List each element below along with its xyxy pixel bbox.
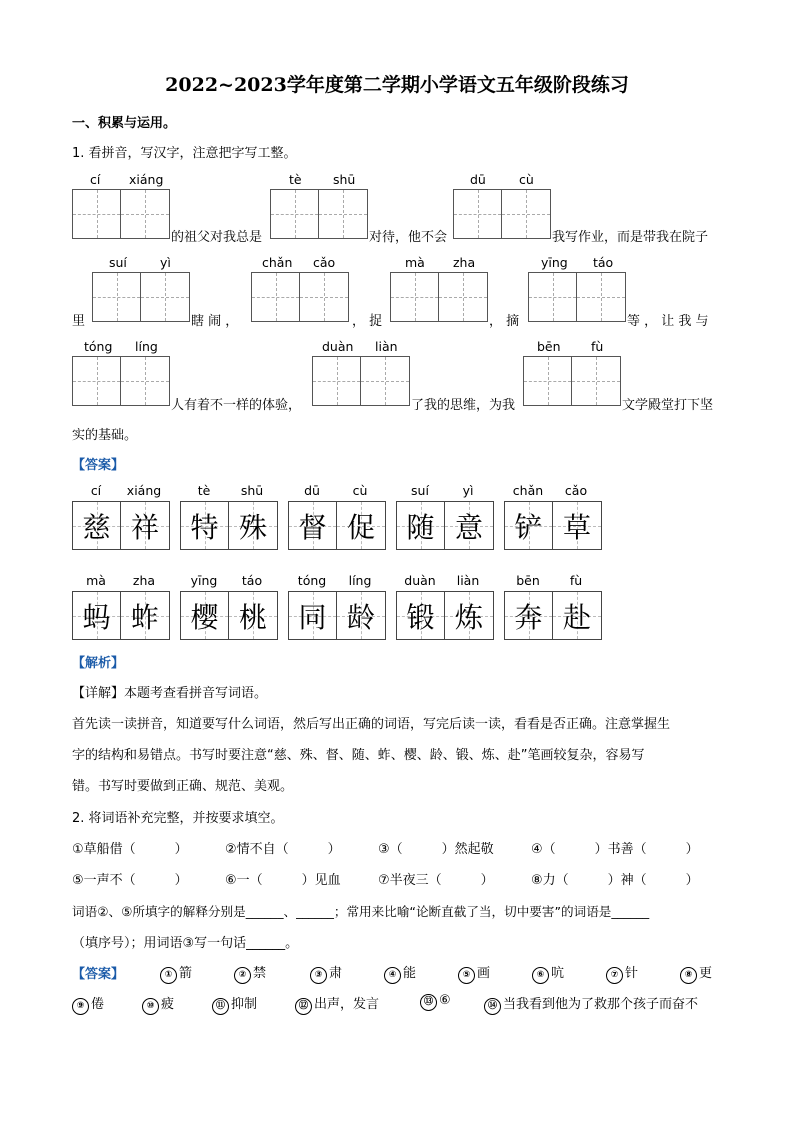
answer-char: 随 <box>406 510 435 544</box>
answer-item: ② 禁 <box>234 962 266 984</box>
section-heading: 一、积累与运用。 <box>72 116 177 131</box>
writing-grid[interactable] <box>390 272 488 322</box>
question-text: 了我的思维，为我 <box>411 398 516 413</box>
fill-item: ⑧力（ ）神（ ） <box>531 873 699 888</box>
answer-word <box>180 573 278 640</box>
answer-char: 草 <box>562 510 591 544</box>
pinyin: fù <box>591 339 604 354</box>
answer-item: ⑪ 抑制 <box>212 993 257 1015</box>
answer-word <box>504 483 602 550</box>
writing-grid[interactable] <box>528 272 626 322</box>
pinyin: tóng <box>297 573 327 588</box>
writing-grid[interactable] <box>270 189 368 239</box>
answer-char: 蚂 <box>82 600 111 634</box>
pinyin: yīng <box>190 573 218 588</box>
answer-char: 赴 <box>562 600 591 634</box>
pinyin: bēn <box>537 339 561 354</box>
pinyin: xiáng <box>129 172 164 187</box>
pinyin: tè <box>197 483 211 498</box>
pinyin: zha <box>132 573 156 588</box>
pinyin: tè <box>289 172 302 187</box>
pinyin: cí <box>90 172 101 187</box>
pinyin: yì <box>462 483 474 498</box>
pinyin: dū <box>304 483 320 498</box>
question-text: ， 捉 <box>352 314 383 329</box>
writing-grid[interactable] <box>72 356 170 406</box>
pinyin: suí <box>411 483 429 498</box>
analysis-text: 字的结构和易错点。书写时要注意“慈、殊、督、随、蚱、樱、龄、锻、炼、赴”笔画较复杂，容易写 <box>72 748 645 763</box>
pinyin: mà <box>405 255 425 270</box>
question-text: 等 ， 让 我 与 <box>627 314 709 329</box>
pinyin: táo <box>241 573 263 588</box>
answer-word <box>288 573 386 640</box>
question-text: 对待，他不会 <box>369 230 448 245</box>
fill-item: ③（ ）然起敬 <box>378 842 494 857</box>
answer-item: ⑩ 疲 <box>142 993 174 1015</box>
pinyin: tóng <box>84 339 113 354</box>
answer-word <box>288 483 386 550</box>
answer-word <box>396 573 494 640</box>
answer-char: 龄 <box>346 600 375 634</box>
writing-grid[interactable] <box>92 272 190 322</box>
writing-grid[interactable] <box>523 356 621 406</box>
question-text: 瞎 闹 ， <box>191 314 239 329</box>
question-text: ， 摘 <box>489 314 520 329</box>
answer-item: ⑬ ⑥ <box>420 993 451 1011</box>
pinyin: zha <box>453 255 476 270</box>
answer-item: ⑫ 出声，发言 <box>295 993 379 1015</box>
pinyin: suí <box>109 255 127 270</box>
answer-word <box>72 483 170 550</box>
fill-item: ⑥一（ ）见血 <box>225 873 341 888</box>
question-text: 的祖父对我总是 <box>171 230 263 245</box>
fill-item: ④（ ）书善（ ） <box>531 842 699 857</box>
fill-item: ⑤一声不（ ） <box>72 873 188 888</box>
fill-item: ⑦半夜三（ ） <box>378 873 494 888</box>
answer-item: ⑧ 更 <box>680 962 712 984</box>
answer-word <box>72 573 170 640</box>
pinyin: cí <box>90 483 102 498</box>
pinyin: yì <box>160 255 171 270</box>
pinyin: shū <box>240 483 264 498</box>
writing-grid[interactable] <box>72 189 170 239</box>
answer-item: ④ 能 <box>384 962 416 984</box>
pinyin: bēn <box>516 573 540 588</box>
pinyin: líng <box>135 339 158 354</box>
writing-grid[interactable] <box>251 272 349 322</box>
pinyin: liàn <box>456 573 480 588</box>
answer-char: 意 <box>454 510 483 544</box>
pinyin: dū <box>470 172 486 187</box>
pinyin: cǎo <box>313 255 336 270</box>
pinyin: xiáng <box>126 483 162 498</box>
question-text: 人有着不一样的体验， <box>171 398 302 413</box>
answer-char: 蚱 <box>130 600 159 634</box>
answer-word <box>396 483 494 550</box>
pinyin: chǎn <box>512 483 544 498</box>
pinyin: chǎn <box>262 255 293 270</box>
pinyin: fù <box>569 573 583 588</box>
pinyin: táo <box>593 255 614 270</box>
answer-item: ⑭ 当我看到他为了救那个孩子而奋不 <box>484 993 698 1015</box>
pinyin: líng <box>348 573 372 588</box>
answer-item: ⑥ 吭 <box>532 962 564 984</box>
answer-label: 【答案】 <box>72 458 125 473</box>
question-text: 我写作业，而是带我在院子 <box>552 230 709 245</box>
writing-grid[interactable] <box>453 189 551 239</box>
analysis-detail: 【详解】本题考查看拼音写词语。 <box>72 686 268 701</box>
answer-label: 【答案】 <box>72 967 125 982</box>
answer-char: 奔 <box>514 600 543 634</box>
pinyin: shū <box>333 172 356 187</box>
pinyin: cù <box>352 483 368 498</box>
pinyin: duàn <box>322 339 354 354</box>
answer-char: 同 <box>298 600 327 634</box>
answer-item: ① 箭 <box>160 962 192 984</box>
fill-item: ①草船借（ ） <box>72 842 188 857</box>
answer-item: ⑤ 画 <box>458 962 490 984</box>
answer-char: 殊 <box>238 510 267 544</box>
pinyin: yīng <box>541 255 568 270</box>
answer-char: 桃 <box>238 600 267 634</box>
answer-char: 锻 <box>406 600 435 634</box>
analysis-text: 首先读一读拼音，知道要写什么词语，然后写出正确的词语，写完后读一读，看看是否正确。注意掌握生 <box>72 717 671 732</box>
question-text: 实的基础。 <box>72 428 138 443</box>
question-text: 里 <box>72 314 86 329</box>
analysis-text: 错。书写时要做到正确、规范、美观。 <box>72 779 294 794</box>
answer-char: 慈 <box>82 510 111 544</box>
page-title: 2022~2023学年度第二学期小学语文五年级阶段练习 <box>165 74 629 96</box>
question-text: 文学殿堂打下坚 <box>622 398 714 413</box>
answer-item: ⑨ 倦 <box>72 993 104 1015</box>
answer-char: 促 <box>346 510 375 544</box>
answer-word <box>180 483 278 550</box>
pinyin: cǎo <box>564 483 588 498</box>
question-text: 词语②、⑤所填字的解释分别是______、______；常用来比喻“论断直截了当，切中要害”的词语是______ <box>72 904 650 919</box>
answer-char: 樱 <box>190 600 219 634</box>
answer-char: 祥 <box>130 510 159 544</box>
answer-char: 特 <box>190 510 219 544</box>
question-1-prompt: 1. 看拼音，写汉字，注意把字写工整。 <box>72 146 297 161</box>
answer-char: 督 <box>298 510 327 544</box>
pinyin: duàn <box>404 573 436 588</box>
writing-grid[interactable] <box>312 356 410 406</box>
answer-char: 铲 <box>514 510 543 544</box>
answer-item: ③ 肃 <box>310 962 342 984</box>
answer-char: 炼 <box>454 600 483 634</box>
analysis-label: 【解析】 <box>72 656 125 671</box>
pinyin: mà <box>86 573 106 588</box>
answer-word <box>504 573 602 640</box>
question-text: （填序号）；用词语③写一句话______。 <box>72 936 299 951</box>
pinyin: cù <box>519 172 534 187</box>
fill-item: ②情不自（ ） <box>225 842 341 857</box>
pinyin: liàn <box>375 339 398 354</box>
question-2-prompt: 2. 将词语补充完整，并按要求填空。 <box>72 811 284 826</box>
answer-item: ⑦ 针 <box>606 962 638 984</box>
